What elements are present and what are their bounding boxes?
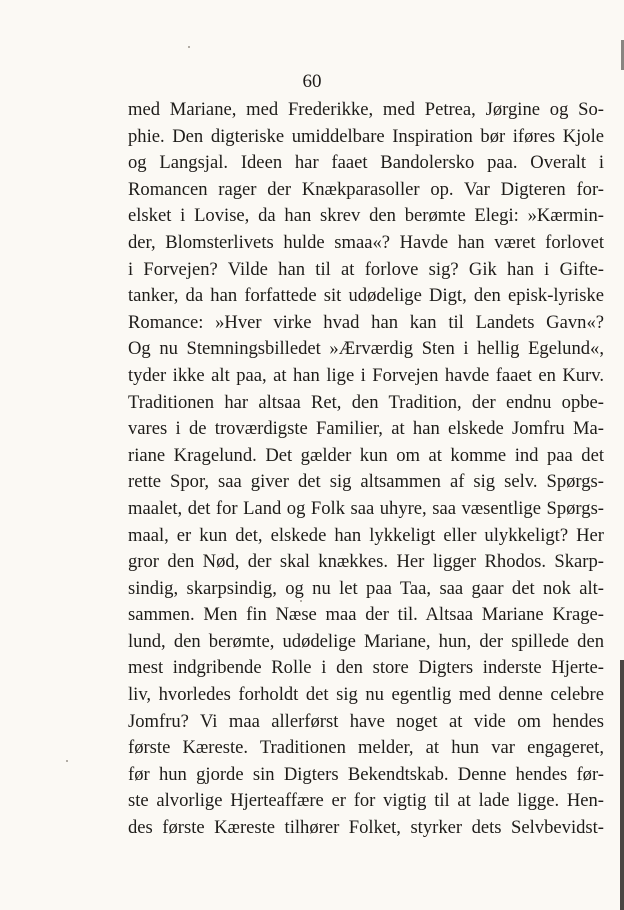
text-line: Jomfru? Vi maa allerførst have noget at vide om hendes [128,710,604,732]
text-line: før hun gjorde sin Digters Bekendtskab. Denne hendes før- [128,763,604,785]
text-line: des første Kæreste tilhører Folket, styrker dets Selvbevidst- [128,817,604,839]
text-line: ste alvorlige Hjerteaffære er for vigtig til at lade ligge. Hen- [128,790,604,812]
text-line: lund, den berømte, udødelige Mariane, hun, der spillede den [128,630,604,652]
text-line: i Forvejen? Vilde han til at forlove sig? Gik han i Gifte- [128,258,604,280]
text-line: tyder ikke alt paa, at han lige i Forvejen havde faaet en Kurv. [128,364,604,386]
text-line: vares i de troværdigste Familier, at han elskede Jomfru Ma- [128,418,604,440]
text-line: gror den Nød, der skal knækkes. Her ligger Rhodos. Skarp- [128,551,604,573]
text-line: rette Spor, saa giver det sig altsammen af sig selv. Spørgs- [128,471,604,493]
text-line: liv, hvorledes forholdt det sig nu egentlig med denne celebre [128,684,604,706]
text-line: første Kæreste. Traditionen melder, at hun var engageret, [128,737,604,759]
text-line: mest indgribende Rolle i den store Digters inderste Hjerte- [128,657,604,679]
text-line: sammen. Men fin Næse maa der til. Altsaa Mariane Krage- [128,604,604,626]
text-line: elsket i Lovise, da han skrev den berømte Elegi: »Kærmin- [128,205,604,227]
text-line: maal, er kun det, elskede han lykkeligt eller ulykkeligt? Her [128,524,604,546]
body-text [128,97,604,842]
paper-speck [188,46,190,48]
text-line: tanker, da han forfattede sit udødelige Digt, den episk-lyriske [128,285,604,307]
text-line: maalet, det for Land og Folk saa uhyre, saa væsentlige Spørgs- [128,497,604,519]
text-line: riane Kragelund. Det gælder kun om at komme ind paa det [128,444,604,466]
text-line: Og nu Stemningsbilledet »Ærværdig Sten i hellig Egelund«, [128,338,604,360]
text-line: phie. Den digteriske umiddelbare Inspiration bør iføres Kjole [128,125,604,147]
page-edge-shadow [620,660,624,910]
paper-speck [300,600,302,602]
text-line: Romancen rager der Knækparasoller op. Var Digteren for- [128,178,604,200]
text-line: sindig, skarpsindig, og nu let paa Taa, saa gaar det nok alt- [128,577,604,599]
text-line: Romance: »Hver virke hvad han kan til Landets Gavn«? [128,311,604,333]
page-number: 60 [302,71,322,92]
text-line: der, Blomsterlivets hulde smaa«? Havde han været forlovet [128,231,604,253]
paper-speck [66,760,68,762]
text-line: og Langsjal. Ideen har faaet Bandolersko paa. Overalt i [128,152,604,174]
text-line: Traditionen har altsaa Ret, den Tradition, der endnu opbe- [128,391,604,413]
text-line: med Mariane, med Frederikke, med Petrea, Jørgine og So- [128,99,604,120]
